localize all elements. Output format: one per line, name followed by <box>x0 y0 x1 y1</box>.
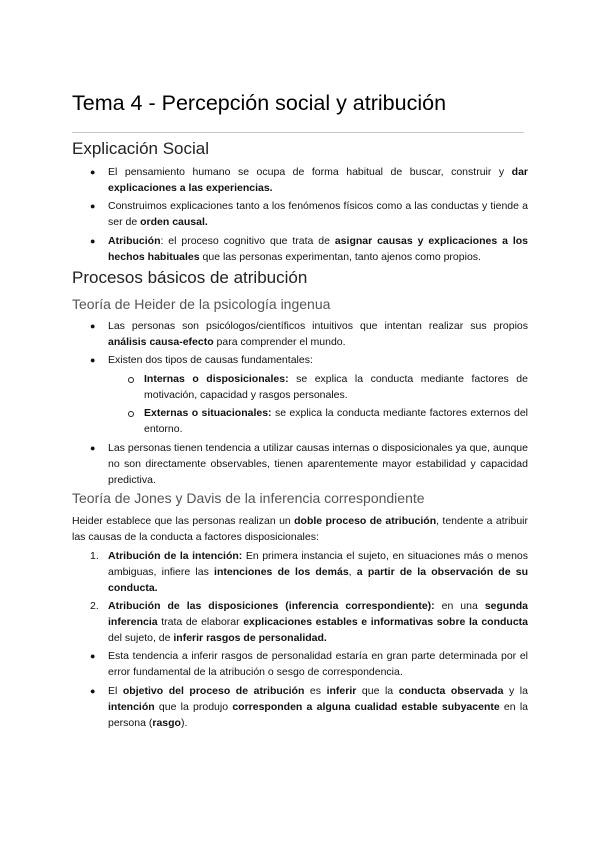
bullet-icon: ● <box>90 651 96 661</box>
list-item: Existen dos tipos de causas fundamentales: <box>108 354 313 366</box>
section-heading-procesos: Procesos básicos de atribución <box>72 268 308 287</box>
sublist-item: Externas o situacionales: se explica la conducta mediante factores externos del entorno. <box>144 407 528 435</box>
bullet-icon: ● <box>90 355 96 365</box>
list-item: El objetivo del proceso de atribución es inferir que la conducta observada y la intención que la produjo corresponden a alguna cualidad estable subyacente en la persona (rasgo). <box>108 685 529 729</box>
list-item: El pensamiento humano se ocupa de forma habitual de buscar, construir y dar explicaciones a las experiencias. <box>108 166 528 194</box>
bullet-icon: ● <box>90 201 96 211</box>
subsection-heading-jones: Teoría de Jones y Davis de la inferencia correspondiente <box>72 490 425 506</box>
list-item: Las personas tienen tendencia a utilizar causas internas o disposicionales ya que, aunque no son directamente observables, tienen aparentemente mayor estabilidad y capacidad predictiva. <box>108 442 528 486</box>
list-item: Esta tendencia a inferir rasgos de personalidad estaría en gran parte determinada por el error fundamental de la atribución o sesgo de correspondencia. <box>108 650 528 678</box>
paragraph: Heider establece que las personas realizan un doble proceso de atribución, tendente a atribuir las causas de la conducta a factores disposicionales: <box>72 515 528 543</box>
numbered-item: Atribución de las disposiciones (inferencia correspondiente): en una segunda inferencia trata de elaborar explicaciones estables e informativas sobre la conducta del sujeto, de inferir rasgos de personalidad. <box>108 600 528 644</box>
circle-bullet-icon <box>128 411 134 417</box>
subsection-heading-heider: Teoría de Heider de la psicología ingenua <box>72 296 331 312</box>
list-number: 1. <box>90 550 99 562</box>
bullet-icon: ● <box>90 321 96 331</box>
title-divider <box>72 132 524 133</box>
bullet-icon: ● <box>90 443 96 453</box>
sublist-item: Internas o disposicionales: se explica la conducta mediante factores de motivación, capacidad y rasgos personales. <box>144 373 528 401</box>
list-item: Construimos explicaciones tanto a los fenómenos físicos como a las conductas y tiende a ser de orden causal. <box>108 200 528 228</box>
numbered-item: Atribución de la intención: En primera instancia el sujeto, en situaciones más o menos ambiguas, infiere las intenciones de los demás, a partir de la observación de su conducta. <box>108 550 529 594</box>
list-number: 2. <box>90 600 99 612</box>
list-item: Las personas son psicólogos/científicos intuitivos que intentan realizar sus propios análisis causa-efecto para comprender el mundo. <box>108 320 528 348</box>
bullet-icon: ● <box>90 686 96 696</box>
list-item: Atribución: el proceso cognitivo que trata de asignar causas y explicaciones a los hechos habituales que las personas experimentan, tanto ajenos como propios. <box>108 235 528 263</box>
bullet-icon: ● <box>90 236 96 246</box>
bullet-icon: ● <box>90 167 96 177</box>
section-heading-explicacion: Explicación Social <box>72 139 210 158</box>
circle-bullet-icon <box>128 377 134 383</box>
page-title: Tema 4 - Percepción social y atribución <box>72 91 447 115</box>
